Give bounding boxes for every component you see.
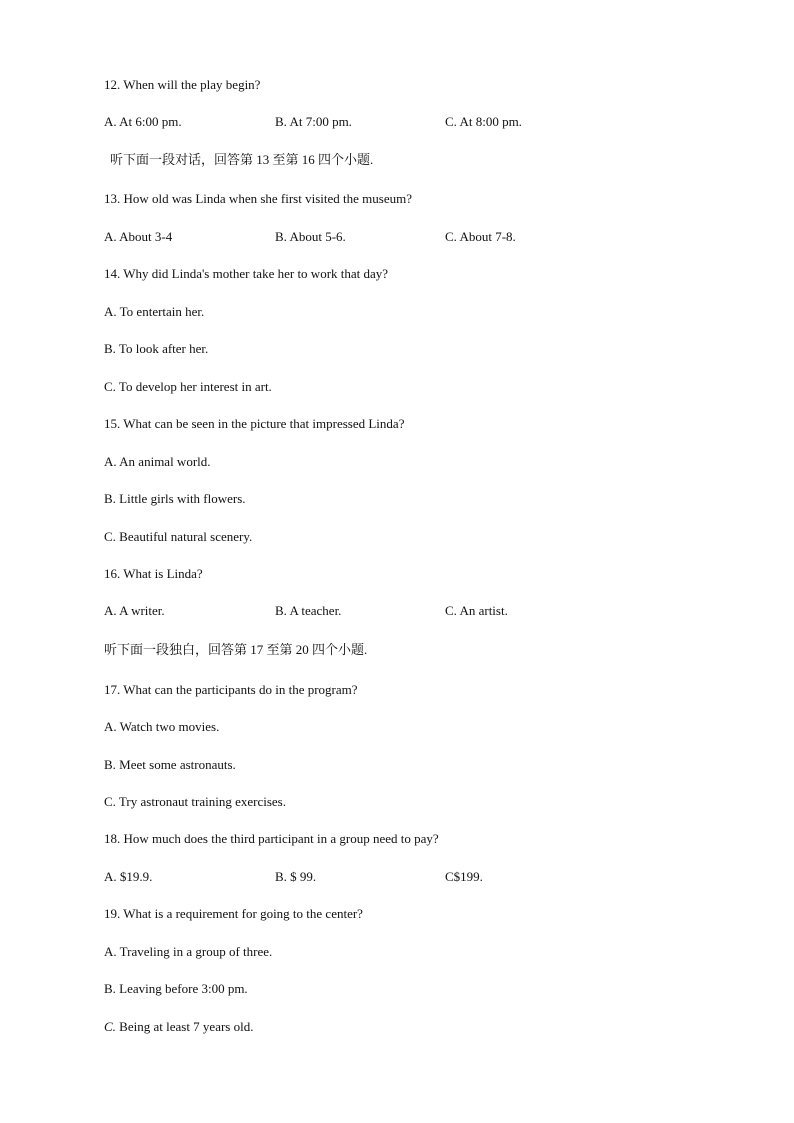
q12-option-a: A. At 6:00 pm. <box>104 114 182 129</box>
q19-option-c-text: Being at least 7 years old. <box>115 1019 254 1034</box>
question-14: 14. Why did Linda's mother take her to work that day? <box>104 266 389 281</box>
q13-option-b: B. About 5-6. <box>275 229 346 244</box>
question-17: 17. What can the participants do in the program? <box>104 682 358 697</box>
q14-option-b: B. To look after her. <box>104 341 209 356</box>
q17-option-b: B. Meet some astronauts. <box>104 757 236 772</box>
q16-option-b: B. A teacher. <box>275 603 342 618</box>
question-18: 18. How much does the third participant in a group need to pay? <box>104 831 439 846</box>
q19-option-a: A. Traveling in a group of three. <box>104 944 273 959</box>
q13-option-a: A. About 3-4 <box>104 229 173 244</box>
question-12: 12. When will the play begin? <box>104 77 261 92</box>
q19-option-c <box>104 1019 253 1035</box>
q12-option-b: B. At 7:00 pm. <box>275 114 352 129</box>
q18-option-c: C$199. <box>445 869 483 884</box>
question-15: 15. What can be seen in the picture that impressed Linda? <box>104 416 405 431</box>
q18-option-a: A. $19.9. <box>104 869 153 884</box>
q19-option-b: B. Leaving before 3:00 pm. <box>104 981 248 996</box>
instruction-dialogue: 听下面一段对话，回答第 13 至第 16 四个小题. <box>110 152 374 167</box>
question-16: 16. What is Linda? <box>104 566 203 581</box>
q13-option-c: C. About 7-8. <box>445 229 516 244</box>
q16-option-c: C. An artist. <box>445 603 508 618</box>
q12-option-c: C. At 8:00 pm. <box>445 114 522 129</box>
q15-option-c: C. Beautiful natural scenery. <box>104 529 253 544</box>
question-12-options <box>104 114 704 130</box>
question-18-options <box>104 869 704 885</box>
q14-option-c: C. To develop her interest in art. <box>104 379 272 394</box>
instruction-monologue: 听下面一段独白，回答第 17 至第 20 四个小题. <box>104 642 368 657</box>
question-19: 19. What is a requirement for going to the center? <box>104 906 363 921</box>
q17-option-a: A. Watch two movies. <box>104 719 220 734</box>
question-16-options <box>104 603 704 619</box>
q15-option-b: B. Little girls with flowers. <box>104 491 246 506</box>
q18-option-b: B. $ 99. <box>275 869 317 884</box>
q14-option-a: A. To entertain her. <box>104 304 205 319</box>
q16-option-a: A. A writer. <box>104 603 165 618</box>
question-13: 13. How old was Linda when she first visited the museum? <box>104 191 412 206</box>
q15-option-a: A. An animal world. <box>104 454 211 469</box>
question-13-options <box>104 229 704 245</box>
q19-option-c-letter: C. <box>104 1019 116 1034</box>
q17-option-c: C. Try astronaut training exercises. <box>104 794 286 809</box>
